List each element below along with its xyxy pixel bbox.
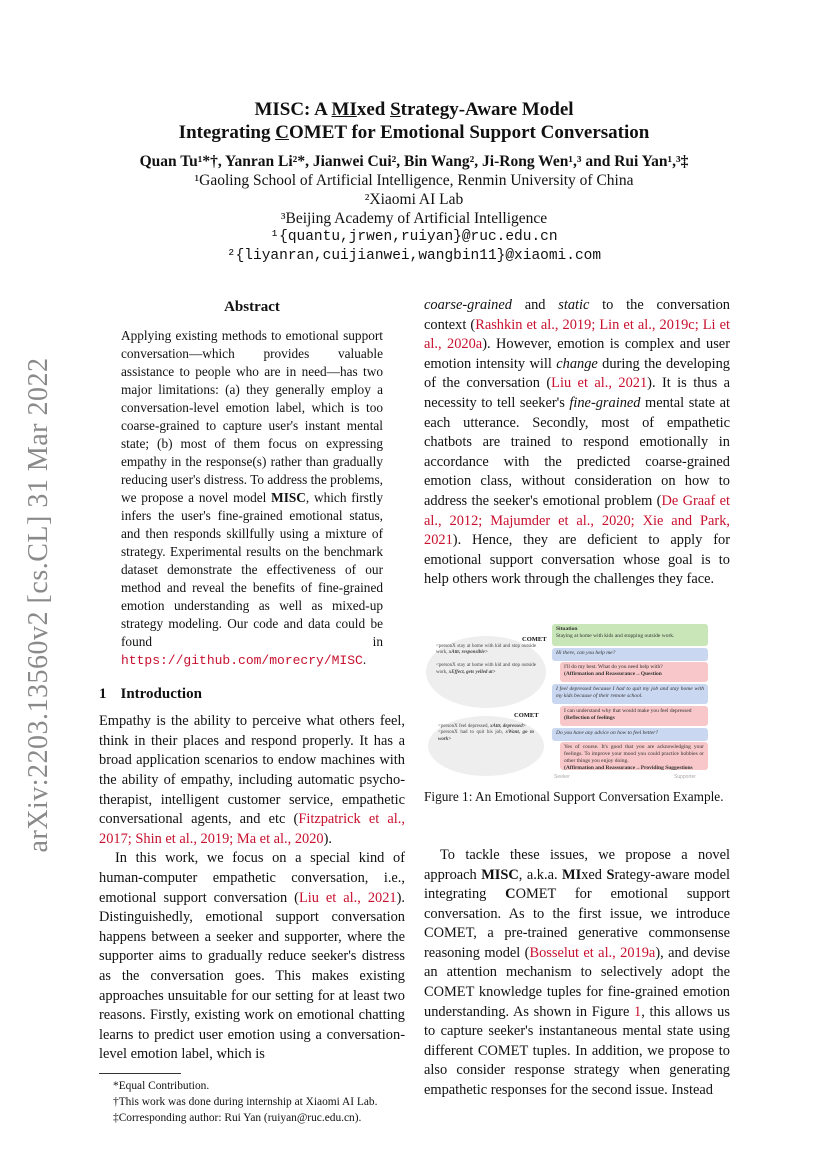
- author-names: Quan Tu¹*†, Yanran Li²*, Jianwei Cui², Bin Wang², Ji-Rong Wen¹,³ and Rui Yan¹,³‡: [139, 153, 689, 170]
- arxiv-id: arXiv:2203.13560v2 [cs.CL] 31 Mar 2022: [23, 357, 54, 853]
- affiliation-1: ¹Gaoling School of Artificial Intelligence, Renmin University of China: [194, 172, 634, 189]
- seeker-utterance: I feel depressed because I had to quit my job and stay home with my kids because of their remote school.: [552, 684, 708, 704]
- citation-link[interactable]: Rashkin et al., 2019; Lin et al., 2019c; Li et al., 2020a: [424, 316, 730, 353]
- email-2: ²{liyanran,cuijianwei,wangbin11}@xiaomi.com: [226, 248, 602, 264]
- supporter-utterance: I can understand why that would make you feel depressed (Reflection of feelings: [560, 706, 708, 726]
- section-heading-introduction: 1 Introduction: [99, 685, 202, 702]
- citation-link[interactable]: De Graaf et al., 2012; Majumder et al., 2020; Xie and Park, 2021: [424, 492, 730, 549]
- supporter-utterance: I'll do my best. What do you need help with? (Affirmation and Reassurance→Question: [560, 662, 708, 682]
- paper-title: MISC: A MIxed Strategy-Aware Model Integrating COMET for Emotional Support Conversation: [178, 99, 650, 143]
- right-paragraph-2: To tackle these issues, we propose a novel approach MISC, a.k.a. MIxed Srategy-aware model integrating COMET for emotional support conversation. As to the first issue, we introduce COMET, a pre-trained generative commonsense reasoning model (Bosselut et al., 2019a), and devise an attention mechanism to selectively adopt the COMET knowledge tuples for fine-grained emotion understanding. As shown in Figure 1, this allows us to capture seeker's instantaneous mental state using different COMET tuples. In addition, we propose to also consider response strategy when generating empathetic responses for the second issue. Instead: [424, 846, 730, 1099]
- footnote-rule: [99, 1073, 181, 1074]
- figure-caption: Figure 1: An Emotional Support Conversation Example.: [424, 788, 724, 804]
- right-column: [424, 296, 730, 1101]
- citation-link[interactable]: Liu et al., 2021: [551, 375, 648, 392]
- author-block: [0, 152, 828, 266]
- affiliation-2: ²Xiaomi AI Lab: [364, 191, 464, 208]
- arxiv-sidebar: [14, 355, 64, 855]
- email-1: ¹{quantu,jrwen,ruiyan}@ruc.edu.cn: [270, 229, 558, 245]
- citation-link[interactable]: Liu et al., 2021: [298, 889, 397, 906]
- supporter-label: Supporter: [674, 773, 696, 780]
- right-paragraph-1: coarse-grained and static to the conversation context (Rashkin et al., 2019; Lin et al., 2019c; Li et al., 2020a). However, emotion is complex and user emotion intensity will change during the developing of the conversation (Liu et al., 2021). It is thus a necessity to tell seeker's fine-grained mental state at each utterance. Secondly, most of empathetic chatbots are trained to respond emotionally in accordance with the predicted coarse-grained emotion class, without consideration on how to address the seeker's emotional problem (De Graaf et al., 2012; Majumder et al., 2020; Xie and Park, 2021). Hence, they are deficient to apply for emotional support conversation whose goal is to help others work through the challenges they face.: [424, 297, 730, 588]
- figure-1: [424, 616, 730, 780]
- intro-paragraph-1: Empathy is the ability to perceive what others feel, think in their places and respond properly. It has a broad application scenarios to endow machines with the ability of empathy, including automatic psycho-therapist, intelligent customer service, empathetic conversational agents, and etc (Fitzpatrick et al., 2017; Shin et al., 2019; Ma et al., 2020).: [99, 713, 405, 847]
- affiliation-3: ³Beijing Academy of Artificial Intelligence: [280, 210, 548, 227]
- footnotes: *Equal Contribution. †This work was done during internship at Xiaomi AI Lab. ‡Corresponding author: Rui Yan (ruiyan@ruc.edu.cn).: [113, 1079, 378, 1124]
- situation-bubble: Situation Staying at home with kids and stopping outside work.: [552, 624, 708, 646]
- abstract-body: Applying existing methods to emotional support conversation—which provides valuable assistance to people who are in need—has two major limitations: (a) they generally employ a conversation-level emotion label, which is too coarse-grained to capture user's instant mental state; (b) most of them focus on expressing empathy in the response(s) rather than gradually reducing user's distress. To address the problems, we propose a novel model MISC, which firstly infers the user's fine-grained emotional status, and then responds skillfully using a mixture of strategy. Experimental results on the benchmark dataset demonstrate the effectiveness of our method and reveal the benefits of fine-grained emotion understanding as well as mixed-up strategy modeling. Our code and data could be found in https://github.com/morecry/MISC.: [121, 327, 383, 668]
- intro-paragraph-2: In this work, we focus on a special kind of human-computer empathetic conversation, i.e., emotional support conversation (Liu et al., 2021). Distinguishedly, emotional support conversation happens between a seeker and supporter, where the supporter aims to gradually reduce seeker's distress as the conversation goes. This makes existing approaches unsuitable for our setting for at least two reasons. Firstly, existing work on emotional chatting learns to predict user emotion using a conversation-level emotion label, which is: [99, 850, 405, 1063]
- comet-label: COMET: [514, 711, 539, 719]
- comet-cloud-1: <personX stay at home with kid and stop outside work, xAttr, responsible> <personX stay at home with kid and stop outside work, xEffect, gets yelled at>: [426, 636, 546, 708]
- supporter-utterance: Yes of course. It's good that you are acknowledging your feelings. To improve your mood you could practice hobbies or other things you enjoy doing. (Affirmation and Reassurance→Providing Suggestions: [560, 742, 708, 770]
- seeker-utterance: Do you have any advice on how to feel better?: [552, 728, 708, 741]
- comet-label: COMET: [522, 635, 547, 643]
- comet-cloud-2: <personX feel depressed, xAttr, depressed> <personX had to quit his job, xWant, go to work>: [428, 716, 544, 776]
- citation-link[interactable]: Bosselut et al., 2019a: [529, 944, 656, 961]
- abstract-heading: Abstract: [224, 299, 280, 315]
- code-link[interactable]: https://github.com/morecry/MISC: [121, 652, 363, 668]
- seeker-label: Seeker: [554, 773, 570, 780]
- seeker-utterance: Hi there, can you help me?: [552, 648, 708, 661]
- left-column: [99, 296, 405, 1126]
- figure-reference-link[interactable]: 1: [634, 1003, 642, 1020]
- citation-link[interactable]: Fitzpatrick et al., 2017; Shin et al., 2019; Ma et al., 2020: [99, 811, 405, 847]
